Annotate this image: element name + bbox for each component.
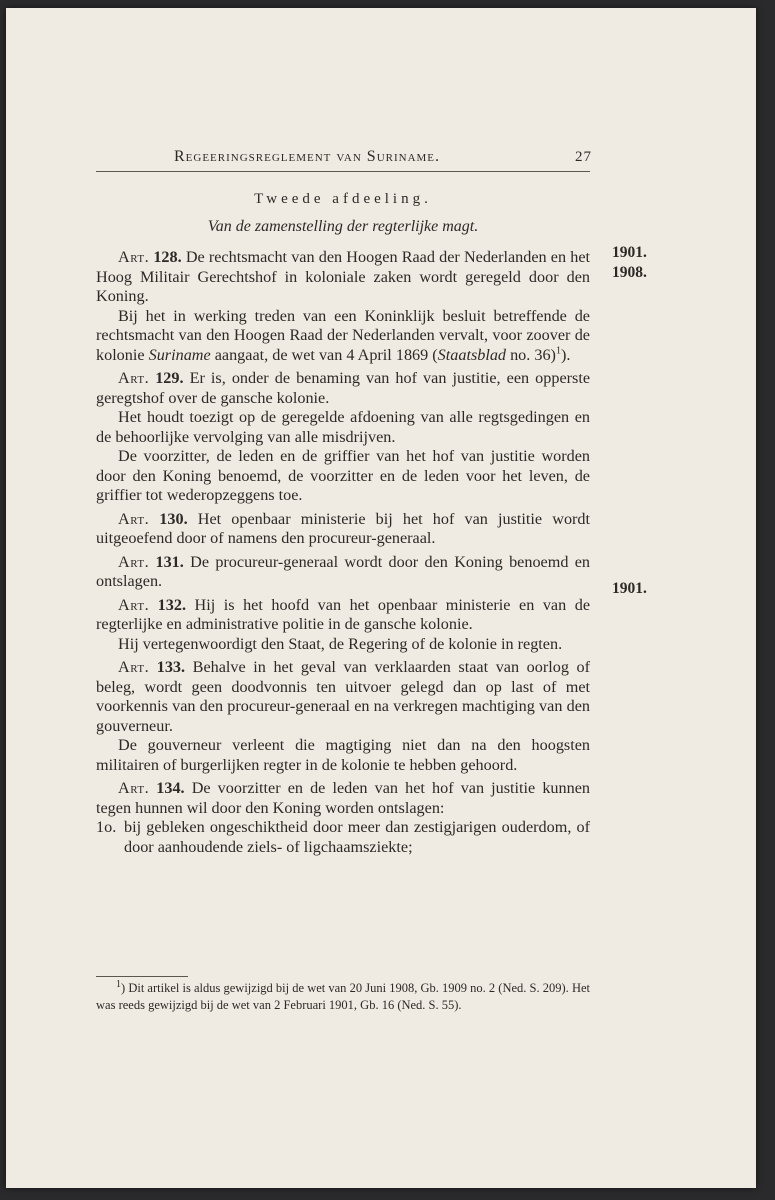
paragraph-text: Bij het in werking treden van een Koninklijk besluit betreffende de rechtsmacht van den Hoogen Raad der Nederlanden vervalt, voor zoover de kolonie bbox=[96, 306, 590, 364]
article-number: 134. bbox=[156, 779, 185, 797]
footnote-text: Dit artikel is aldus gewijzigd bij de wet van 20 Juni 1908, Gb. 1909 no. 2 (Ned. S. 209). Het was reeds gewijzigd bij de wet van 2 Februari 1901, Gb. 16 (Ned. S. 55). bbox=[96, 981, 590, 1012]
list-item-number: 1o. bbox=[96, 818, 117, 836]
article-130 bbox=[96, 510, 590, 549]
footnote-marker: 1 bbox=[116, 978, 121, 990]
article-134 bbox=[96, 779, 590, 818]
article-number: 129. bbox=[155, 369, 184, 387]
list-item bbox=[96, 818, 590, 857]
paragraph-text-mid: aangaat, de wet van 4 April 1869 ( bbox=[214, 345, 438, 364]
side-note-131: 1901. bbox=[612, 580, 647, 597]
article-label: Art. bbox=[118, 248, 150, 266]
article-label: Art. bbox=[118, 779, 150, 797]
side-note-128-a: 1901. bbox=[612, 244, 647, 261]
italic-staatsblad: Staatsblad bbox=[437, 345, 507, 364]
article-number: 130. bbox=[159, 509, 188, 528]
article-128-paragraph-2 bbox=[96, 307, 590, 366]
article-133-paragraph-2: De gouverneur verleent die magtiging niet dan na den hoogsten militairen of burgerlijken regter in de kolonie te hebben gehoord. bbox=[96, 736, 590, 774]
section-subtitle: Van de zamenstelling der regterlijke magt. bbox=[207, 218, 479, 235]
page-header bbox=[174, 148, 592, 166]
article-number: 132. bbox=[157, 595, 186, 614]
list-item-text: bij gebleken ongeschiktheid door meer dan zestigjarigen ouderdom, of door aanhoudende ziels- of ligchaamsziekte; bbox=[124, 818, 590, 856]
article-text: De procureur-generaal wordt door den Koning benoemd en ontslagen. bbox=[96, 552, 591, 590]
article-label: Art. bbox=[118, 369, 150, 387]
article-label: Art. bbox=[118, 509, 150, 528]
footnote-ref: 1 bbox=[555, 345, 561, 357]
book-page bbox=[6, 8, 756, 1188]
article-text: Hij is het hoofd van het openbaar ministerie en van de regterlijke en administrative politie in de gansche kolonie. bbox=[96, 595, 590, 633]
page-number: 27 bbox=[575, 149, 592, 165]
article-129-paragraph-2: Het houdt toezigt op de geregelde afdoening van alle regtsgedingen en de behoorlijke vervolging van alle misdrijven. bbox=[96, 408, 590, 446]
italic-suriname: Suriname bbox=[148, 345, 211, 364]
paragraph-text-end: no. 36) bbox=[510, 345, 556, 364]
article-number: 133. bbox=[156, 658, 186, 676]
running-title: Regeeringsreglement van Suriname. bbox=[174, 148, 441, 165]
article-label: Art. bbox=[118, 595, 150, 614]
article-text: Behalve in het geval van verklaarden staat van oorlog of beleg, wordt geen doodvonnis ten uitvoer gelegd dan op last of met voorkennis van den procureur-generaal en na verkregen machtiging van den gouverneur. bbox=[96, 658, 590, 735]
article-132-paragraph-2: Hij vertegenwoordigt den Staat, de Regering of de kolonie in regten. bbox=[118, 634, 563, 653]
article-text: Het openbaar ministerie bij het hof van justitie wordt uitgeoefend door of namens den procureur-generaal. bbox=[96, 509, 591, 547]
footnote-rule bbox=[96, 976, 188, 977]
section-title: Tweede afdeeling. bbox=[254, 191, 432, 207]
article-number: 131. bbox=[155, 552, 184, 571]
article-text: De rechtsmacht van den Hoogen Raad der Nederlanden en het Hoog Militair Gerechtshof in koloniale zaken wordt geregeld door den Koning. bbox=[96, 248, 591, 305]
footnote: $^1$) Dit artikel is aldus gewijzigd bij de wet van 20 Juni 1908, Gb. 1909 no. 2 (Ned. S. 209). Het was reeds gewijzigd bij de wet van 2 Februari 1901, Gb. 16 (Ned. S. 55). bbox=[96, 978, 590, 1012]
article-131 bbox=[96, 553, 590, 592]
article-text: Er is, onder de benaming van hof van justitie, een opperste geregtshof over de gansche kolonie. bbox=[96, 369, 591, 407]
article-label: Art. bbox=[118, 552, 150, 571]
article-128 bbox=[96, 248, 590, 307]
paragraph-tail: ). bbox=[560, 345, 571, 364]
body-text bbox=[96, 244, 590, 857]
article-label: Art. bbox=[118, 658, 150, 676]
article-text: De voorzitter en de leden van het hof van justitie kunnen tegen hunnen wil door den Koning worden ontslagen: bbox=[96, 779, 590, 817]
side-note-128-b: 1908. bbox=[612, 264, 647, 281]
article-133 bbox=[96, 658, 590, 736]
article-129-paragraph-3: De voorzitter, de leden en de griffier van het hof van justitie worden door den Koning benoemd, de voorzitter en de leden voor het leven, de griffier tot wederopzeggens toe. bbox=[96, 447, 590, 504]
article-number: 128. bbox=[153, 248, 182, 266]
article-129 bbox=[96, 369, 590, 408]
article-132 bbox=[96, 596, 590, 635]
header-rule bbox=[96, 171, 590, 172]
